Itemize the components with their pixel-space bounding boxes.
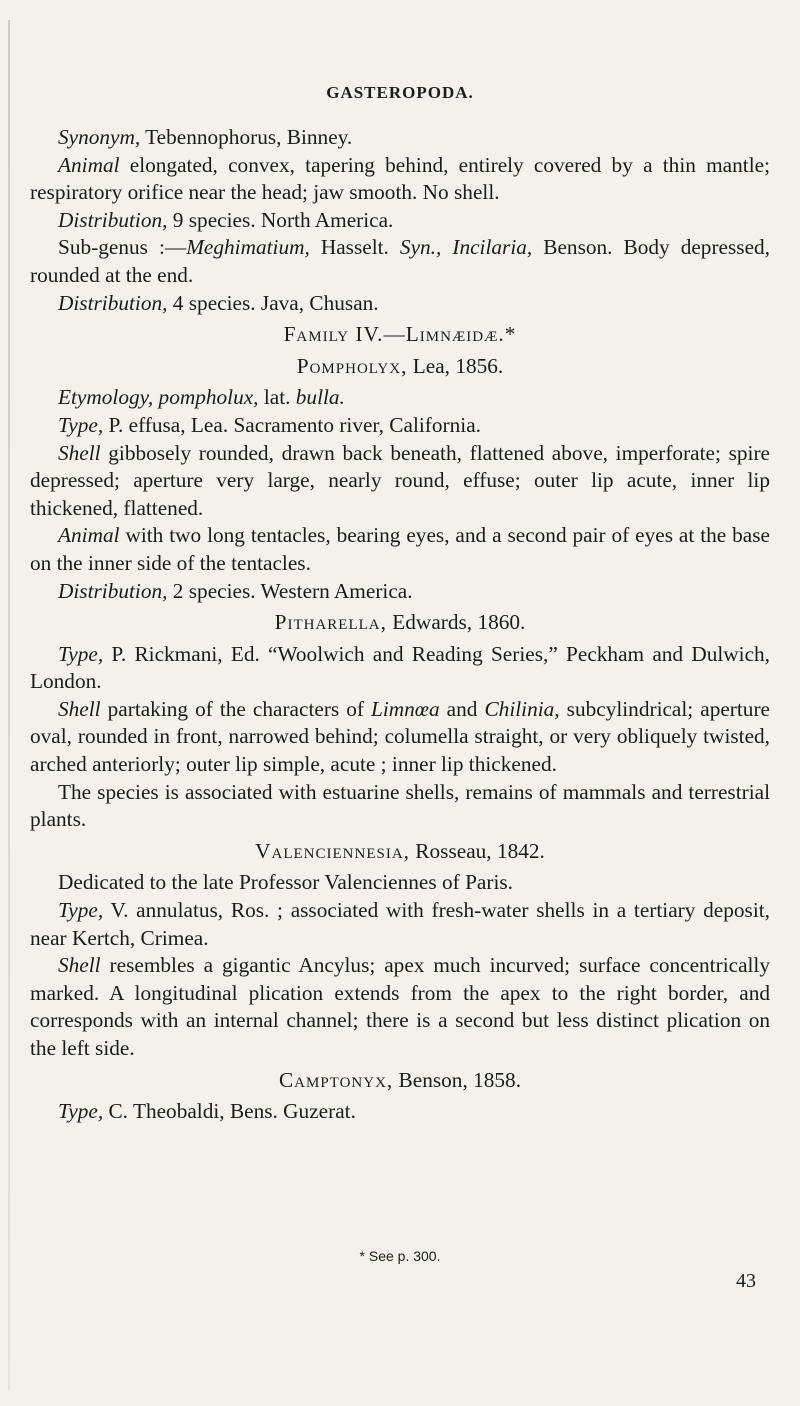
label: Syn., Incilaria, — [399, 235, 533, 260]
label: Animal — [58, 152, 120, 177]
label: Type, — [58, 1099, 104, 1124]
text: C. Theobaldi, Bens. Guzerat. — [103, 1099, 356, 1124]
subgenus-paragraph — [30, 234, 770, 289]
label: Shell — [58, 696, 101, 721]
text: 9 species. North America. — [167, 207, 394, 232]
genus-author: Edwards, 1860. — [386, 610, 526, 635]
family-heading: Family IV.—Limnæidæ.* — [283, 322, 517, 347]
genus-name: Pompholyx, — [296, 353, 408, 378]
type-paragraph — [30, 1098, 770, 1126]
type-paragraph — [30, 412, 770, 440]
animal-paragraph — [30, 152, 770, 207]
synonym-paragraph — [30, 124, 770, 152]
label: Synonym, — [58, 125, 141, 149]
label: Shell — [58, 953, 101, 978]
genus-name: Valenciennesia, — [255, 838, 410, 863]
text: P. effusa, Lea. Sacramento river, California. — [103, 412, 481, 437]
label: Type, — [58, 898, 104, 923]
etymology-paragraph — [30, 384, 770, 412]
label: Distribution, — [58, 290, 168, 315]
label: Meghimatium, — [186, 235, 310, 260]
genus-heading-pompholyx — [30, 353, 770, 381]
text: gibbosely rounded, drawn back beneath, flattened above, imperforate; spire depressed; aperture very large, nearly round, effuse; outer lip acute, inner lip thickened, flattened. — [30, 440, 770, 520]
animal-paragraph — [30, 522, 770, 577]
distribution-paragraph — [30, 290, 770, 318]
genus-ref: Limnœa — [371, 696, 440, 721]
label: Type, — [58, 412, 104, 437]
label: Animal — [58, 523, 120, 548]
text: Tebennophorus, Binney. — [140, 125, 353, 149]
text: resembles a gigantic Ancylus; apex much incurved; surface concentrically marked. A longitudinal plication extends from the apex to the right border, and corresponds with an internal channel; there is a second but less distinct plication on the left side. — [30, 953, 770, 1060]
text: 4 species. Java, Chusan. — [167, 290, 379, 315]
text: Benson. Body depressed, rounded at the end. — [30, 235, 771, 287]
shell-paragraph — [30, 696, 770, 779]
text: P. Rickmani, Ed. “Woolwich and Reading Series,” Peckham and Dulwich, London. — [30, 641, 770, 694]
note-paragraph: The species is associated with estuarine shells, remains of mammals and terrestrial plants. — [30, 779, 770, 832]
label: Distribution, — [58, 578, 168, 603]
genus-author: Lea, 1856. — [407, 353, 504, 378]
genus-ref: Chilinia, — [484, 696, 560, 721]
latin-word: bulla. — [295, 385, 345, 410]
label: Shell — [58, 440, 101, 465]
genus-heading-pitharella — [30, 609, 770, 637]
genus-author: Benson, 1858. — [393, 1067, 522, 1092]
running-head: GASTEROPODA. — [326, 83, 474, 102]
text: partaking of the characters of — [100, 696, 371, 721]
text: with two long tentacles, bearing eyes, and a second pair of eyes at the base on the inner side of the tentacles. — [30, 523, 770, 575]
label: Etymology, pompholux, — [58, 385, 259, 410]
distribution-paragraph — [30, 207, 770, 235]
text: and — [439, 696, 485, 721]
distribution-paragraph — [30, 578, 770, 606]
text: elongated, convex, tapering behind, entirely covered by a thin mantle; respiratory orifice near the head; jaw smooth. No shell. — [30, 152, 770, 205]
body-text — [30, 124, 770, 1126]
text: Sub-genus :— — [58, 235, 187, 260]
genus-name: Camptonyx, — [278, 1067, 394, 1092]
genus-heading-valenciennesia — [30, 838, 770, 866]
text: lat. — [258, 385, 296, 410]
type-paragraph — [30, 641, 770, 696]
text: 2 species. Western America. — [167, 578, 413, 603]
genus-author: Rosseau, 1842. — [409, 838, 545, 863]
shell-paragraph — [30, 952, 770, 1062]
text: V. annulatus, Ros. ; associated with fresh-water shells in a tertiary deposit, near Kertch, Crimea. — [30, 898, 770, 950]
footnote: * See p. 300. — [359, 1248, 441, 1264]
page-number: 43 — [736, 1270, 756, 1292]
type-paragraph — [30, 897, 770, 952]
shell-paragraph — [30, 440, 770, 523]
label: Type, — [58, 641, 104, 666]
label: Distribution, — [58, 207, 168, 232]
dedication-paragraph: Dedicated to the late Professor Valenciennes of Paris. — [58, 870, 513, 895]
text: subcylindrical; aperture oval, rounded in front, narrowed behind; columella straight, or very obliquely twisted, arched anteriorly; outer lip simple, acute ; inner lip thickened. — [30, 696, 771, 777]
text: Hasselt. — [309, 235, 400, 260]
genus-heading-camptonyx — [30, 1067, 770, 1095]
genus-name: Pitharella, — [274, 610, 387, 635]
